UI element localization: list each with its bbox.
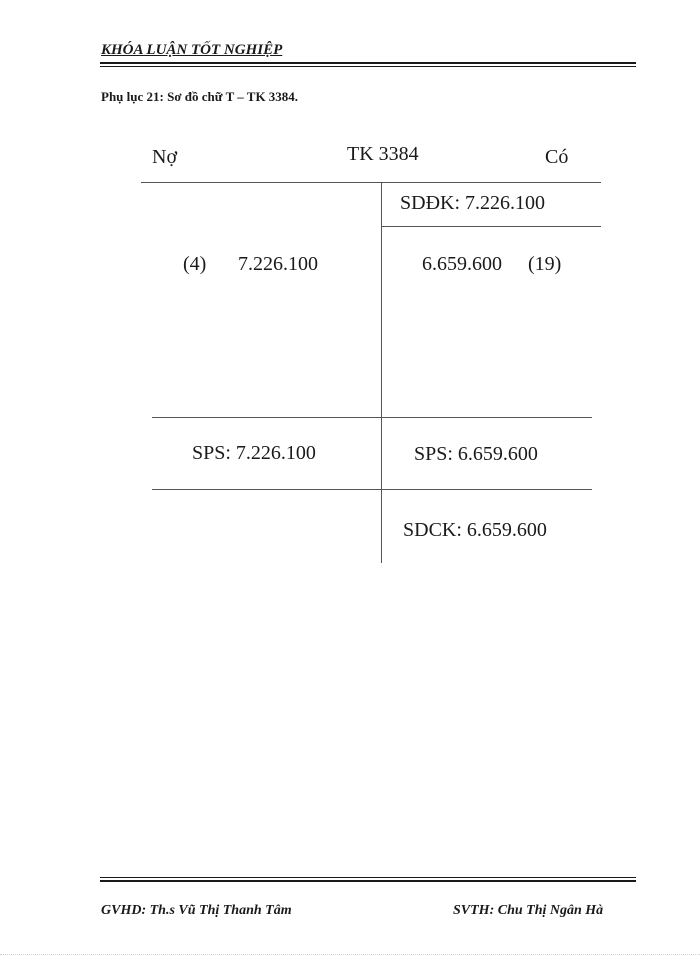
totals-bottom-line (152, 489, 592, 490)
credit-entry-amount: 6.659.600 (422, 253, 502, 275)
footer-supervisor: GVHD: Th.s Vũ Thị Thanh Tâm (101, 903, 292, 918)
header-title: KHÓA LUẬN TỐT NGHIỆP (101, 42, 283, 58)
totals-top-line (152, 417, 592, 418)
credit-entry-ref: (19) (528, 253, 562, 275)
closing-balance: SDCK: 6.659.600 (403, 519, 547, 541)
opening-balance: SDĐK: 7.226.100 (400, 192, 546, 214)
debit-total: SPS: 7.226.100 (192, 442, 316, 464)
footer-rule-thin (100, 877, 636, 878)
footer-student: SVTH: Chu Thị Ngân Hà (453, 903, 604, 918)
footer-rule-thick (100, 880, 636, 882)
header-rule-thin (100, 66, 636, 67)
appendix-caption: Phụ lục 21: Sơ đồ chữ T – TK 3384. (101, 89, 299, 104)
account-title: TK 3384 (347, 143, 419, 165)
opening-balance-line (381, 226, 601, 227)
page-bottom-dotted-border (0, 954, 700, 955)
debit-entry-ref: (4) (183, 253, 207, 275)
debit-label: Nợ (152, 146, 178, 168)
t-center-line (381, 182, 382, 563)
header-rule-thick (100, 62, 636, 64)
credit-total: SPS: 6.659.600 (414, 443, 538, 465)
t-top-line (141, 182, 601, 183)
debit-entry-amount: 7.226.100 (238, 253, 318, 275)
credit-label: Có (545, 146, 569, 168)
